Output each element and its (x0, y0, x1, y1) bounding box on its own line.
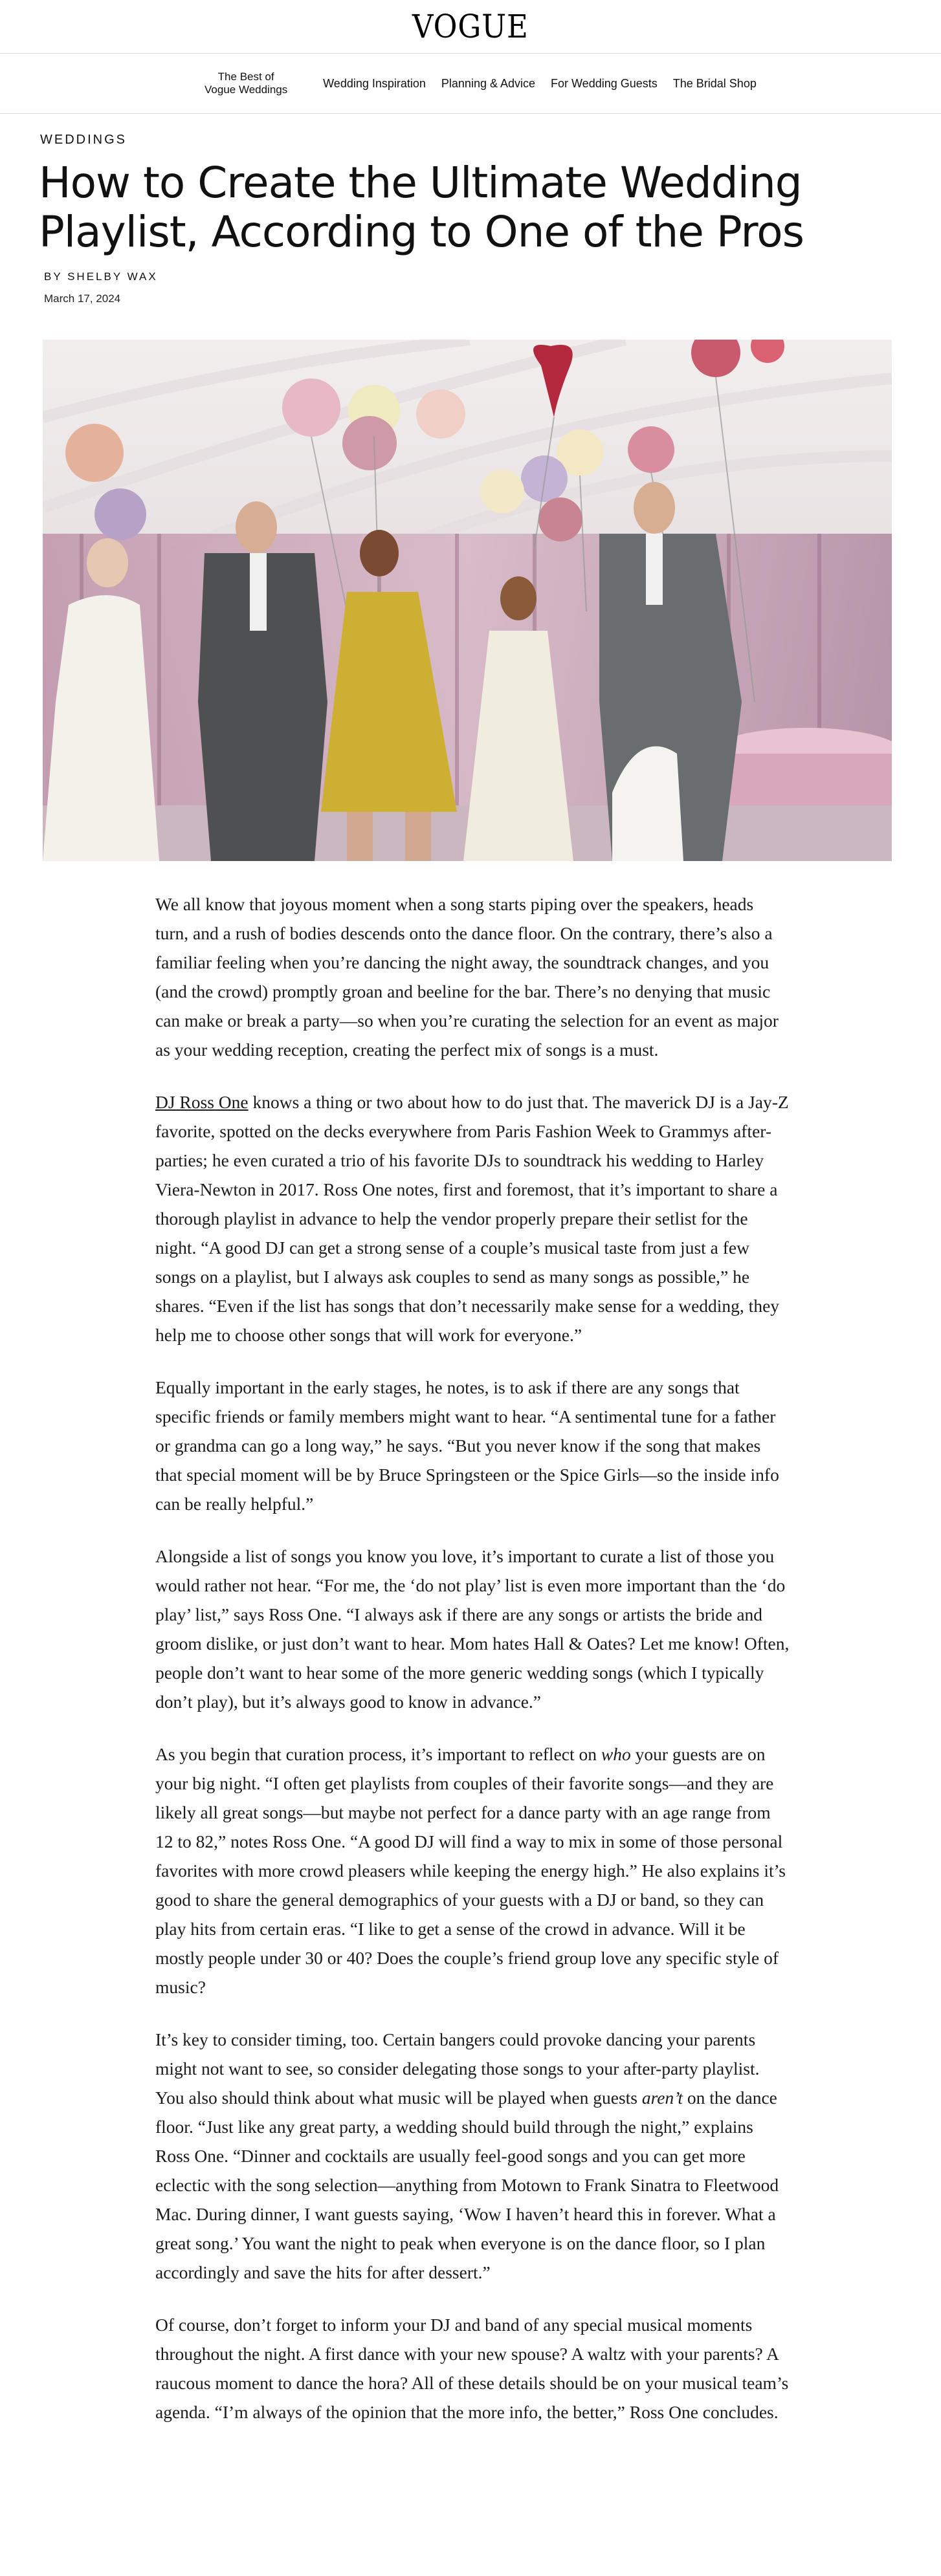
vogue-logo[interactable]: VOGUE (412, 8, 529, 45)
paragraph-text: Of course, don’t forget to inform your DJ and band of any special musical moments throughout the night. A first dance with your new spouse? A waltz with your parents? A raucous moment to dance the hora? All of these details should be on your musical team’s agenda. “I’m always of the opinion that the more info, the better,” Ross One concludes. (155, 2315, 789, 2422)
nav-item-planning-advice[interactable]: Planning & Advice (441, 77, 536, 90)
paragraph-text: Alongside a list of songs you know you love, it’s important to curate a list of those you would rather not hear. “For me, the ‘do not play’ list is even more important than the ‘do play’ list,” says Ross One. “I always ask if there are any songs or artists the bride and groom dislike, or just don’t want to hear. Mom hates Hall & Oates? Let me know! Often, people don’t want to hear some of the more generic wedding songs (which I typically don’t play), but it’s always good to know in advance.” (155, 1546, 790, 1712)
paragraph-text: your guests are on your big night. “I often get playlists from couples of their favorite songs—and they are likely all great songs—but maybe not perfect for a dance party with an age range from 12 to 82,” notes Ross One. “A good DJ will find a way to mix in some of those personal favorites with more crowd pleasers while keeping the energy high.” He also explains it’s good to share the general demographics of your guests with a DJ or band, so they can play hits from certain eras. “I like to get a sense of the crowd in advance. Will it be mostly people under 30 or 40? Does the couple’s friend group love any specific style of music? (155, 1744, 786, 1997)
nav-item-best-of-vogue-weddings[interactable] (177, 71, 315, 96)
paragraph-text-before: As you begin that curation process, it’s important to reflect on (155, 1744, 601, 1764)
hero-photo-illustration (43, 340, 892, 861)
emphasis-arent: aren’t (641, 2088, 683, 2108)
paragraph (155, 890, 790, 1064)
masthead (0, 0, 941, 54)
paragraph-text: Equally important in the early stages, he notes, is to ask if there are any songs that specific friends or family members might want to hear. “A sentimental tune for a father or grandma can go a long way,” he says. “But you never know if the song that makes that special moment will be by Bruce Springsteen or the Spice Girls—so the inside info can be really helpful.” (155, 1377, 779, 1514)
byline[interactable]: BY SHELBY WAX (44, 270, 158, 283)
article-body (155, 890, 790, 2450)
top-nav (0, 54, 941, 114)
dj-ross-one-link[interactable]: DJ Ross One (155, 1092, 249, 1112)
hero-image (43, 340, 892, 861)
paragraph-text-before: It’s key to consider timing, too. Certain bangers could provoke dancing your parents might not want to see, so consider delegating those songs to your after-party playlist. You also should think about what music will be played when guests (155, 2029, 760, 2108)
nav-label-line1: The Best of (217, 71, 274, 83)
nav-item-wedding-inspiration[interactable]: Wedding Inspiration (323, 77, 426, 90)
paragraph-text: on the dance floor. “Just like any great party, a wedding should build through the night,” explains Ross One. “Dinner and cocktails are usually feel-good songs and you can get more eclectic with the song selection—anything from Motown to Frank Sinatra to Fleetwood Mac. During dinner, I want guests saying, ‘Wow I haven’t heard this in forever. What a great song.’ You want the night to peak when everyone is on the dance floor, so I plan accordingly and save the hits for after dessert.” (155, 2088, 779, 2282)
paragraph (155, 1373, 790, 1518)
paragraph-text: knows a thing or two about how to do just that. The maverick DJ is a Jay-Z favorite, spotted on the decks everywhere from Paris Fashion Week to Grammys after-parties; he even curated a trio of his favorite DJs to soundtrack his wedding to Harley Viera-Newton in 2017. Ross One notes, first and foremost, that it’s important to share a thorough playlist in advance to help the vendor properly prepare their setlist for the night. “A good DJ can get a strong sense of a couple’s musical taste from just a few songs on a playlist, but I always ask couples to send as many songs as possible,” he shares. “Even if the list has songs that don’t necessarily make sense for a wedding, they help me to choose other songs that will work for everyone.” (155, 1092, 789, 1345)
paragraph-text: We all know that joyous moment when a song starts piping over the speakers, heads turn, and a rush of bodies descends onto the dance floor. On the contrary, there’s also a familiar feeling when you’re dancing the night away, the soundtrack changes, and you (and the crowd) promptly groan and beeline for the bar. There’s no denying that music can make or break a party—so when you’re curating the selection for an event as major as your wedding reception, creating the perfect mix of songs is a must. (155, 894, 779, 1060)
section-eyebrow[interactable]: WEDDINGS (40, 133, 127, 147)
paragraph (155, 2310, 790, 2427)
paragraph (155, 1740, 790, 2002)
paragraph (155, 1087, 790, 1349)
nav-item-for-wedding-guests[interactable]: For Wedding Guests (551, 77, 658, 90)
publish-date: March 17, 2024 (44, 292, 121, 305)
paragraph (155, 2025, 790, 2287)
article-title: How to Create the Ultimate Wedding Playlist, According to One of the Pros (39, 158, 804, 257)
paragraph (155, 1542, 790, 1716)
nav-item-bridal-shop[interactable]: The Bridal Shop (672, 77, 757, 90)
nav-label-line2: Vogue Weddings (205, 83, 288, 96)
emphasis-who: who (601, 1744, 631, 1764)
